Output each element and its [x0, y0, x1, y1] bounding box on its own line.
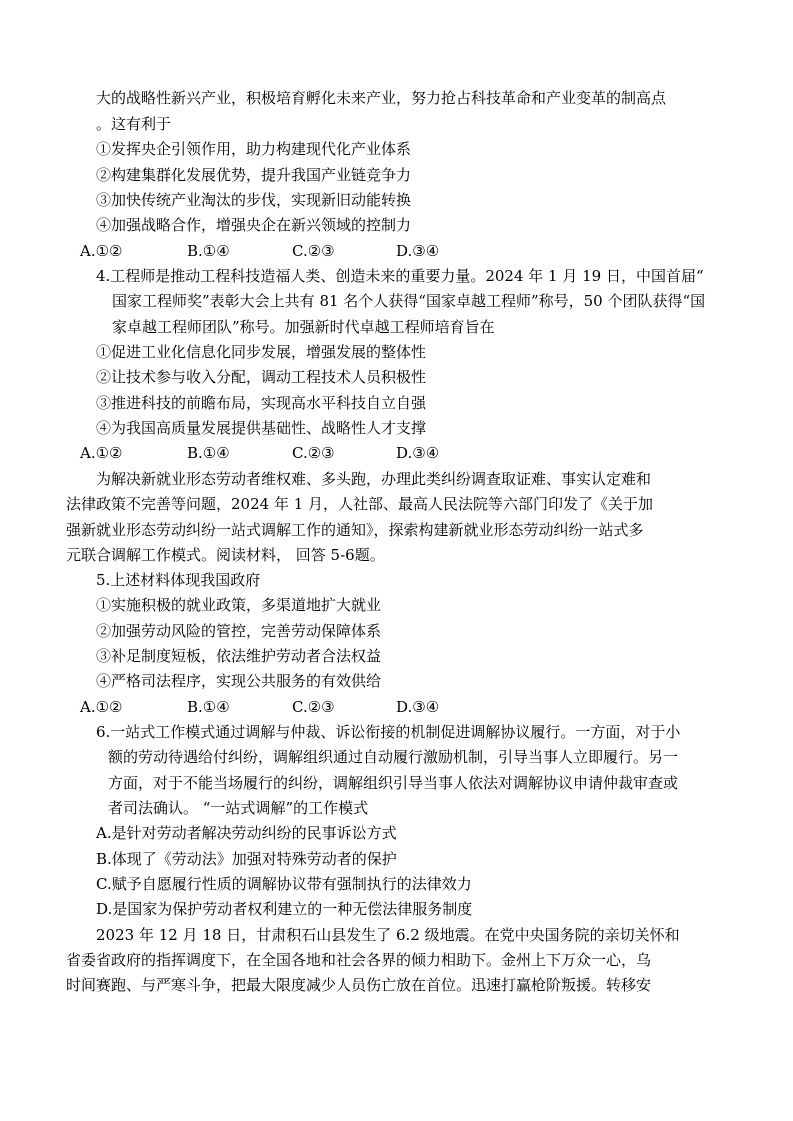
q5-option-a: A.①②	[80, 698, 123, 716]
q4-stem-line-1: 4.工程师是推动工程科技造福人类、创造未来的重要力量。2024 年 1 月 19 日，中国首届“	[96, 267, 704, 285]
q3-item-1: ①发挥央企引领作用，助力构建现代化产业体系	[96, 140, 412, 158]
tail-line-2: 省委省政府的指挥调度下，在全国各地和社会各界的倾力相助下。金州上下万众一心，乌	[66, 951, 652, 969]
q4-option-d: D.③④	[396, 444, 440, 462]
q5-item-3: ③补足制度短板，依法维护劳动者合法权益	[96, 647, 382, 665]
q3-item-2: ②构建集群化发展优势，提升我国产业链竞争力	[96, 166, 412, 184]
q3-stem-line-1: 大的战略性新兴产业，积极培育孵化未来产业，努力抢占科技革命和产业变革的制高点	[96, 89, 667, 107]
q6-stem-line-1: 6.一站式工作模式通过调解与仲裁、诉讼衔接的机制促进调解协议履行。一方面，对于小	[96, 723, 681, 741]
tail-line-3: 时间赛跑、与严寒斗争，把最大限度减少人员伤亡放在首位。迅速打赢枪阶叛援。转移安	[66, 976, 652, 994]
q5-item-4: ④严格司法程序，实现公共服务的有效供给	[96, 672, 382, 690]
q6-stem-line-2: 额的劳动待遇给付纠纷，调解组织通过自动履行激励机制，引导当事人立即履行。另一	[108, 748, 679, 766]
q4-option-c: C.②③	[292, 444, 335, 462]
tail-line-1: 2023 年 12 月 18 日，甘肃积石山县发生了 6.2 级地震。在党中央国务院的亲切关怀和	[96, 926, 680, 944]
q5-stem: 5.上述材料体现我国政府	[96, 571, 261, 589]
material-line-1: 为解决新就业形态劳动者维权难、多头跑，办理此类纠纷调查取证难、事实认定难和	[96, 470, 652, 488]
q5-option-d: D.③④	[396, 698, 440, 716]
q4-item-4: ④为我国高质量发展提供基础性、战略性人才支撑	[96, 419, 427, 437]
q6-choice-a: A.是针对劳动者解决劳动纠纷的民事诉讼方式	[96, 824, 397, 842]
q4-item-2: ②让技术参与收入分配，调动工程技术人员积极性	[96, 368, 427, 386]
q4-stem-line-2: 国家工程师奖”表彰大会上共有 81 名个人获得“国家卓越工程师”称号，50 个团队获得“国	[112, 292, 706, 310]
q6-stem-line-4: 者司法确认。 “一站式调解”的工作模式	[108, 799, 369, 817]
q4-option-a: A.①②	[80, 444, 123, 462]
q5-item-1: ①实施积极的就业政策，多渠道地扩大就业	[96, 596, 382, 614]
q6-stem-line-3: 方面，对于不能当场履行的纠纷，调解组织引导当事人依法对调解协议申请仲裁审查或	[108, 774, 679, 792]
q4-item-1: ①促进工业化信息化同步发展，增强发展的整体性	[96, 343, 427, 361]
q4-item-3: ③推进科技的前瞻布局，实现高水平科技自立自强	[96, 394, 427, 412]
material-line-4: 元联合调解工作模式。阅读材料， 回答 5-6题。	[66, 546, 385, 564]
q3-item-3: ③加快传统产业淘汰的步伐，实现新旧动能转换	[96, 191, 412, 209]
q6-choice-b: B.体现了《劳动法》加强对特殊劳动者的保护	[96, 850, 397, 868]
q3-option-b: B.①④	[187, 242, 230, 260]
q3-stem-line-2: 。这有利于	[96, 115, 172, 133]
q5-option-b: B.①④	[187, 698, 230, 716]
q4-option-b: B.①④	[187, 444, 230, 462]
q3-option-d: D.③④	[396, 242, 440, 260]
material-line-2: 法律政策不完善等问题，2024 年 1 月，人社部、最高人民法院等六部门印发了《关于加	[66, 495, 654, 513]
material-line-3: 强新就业形态劳动纠纷一站式调解工作的通知》，探索构建新就业形态劳动纠纷一站式多	[66, 521, 644, 539]
q3-option-a: A.①②	[80, 242, 123, 260]
q6-choice-d: D.是国家为保护劳动者权利建立的一种无偿法律服务制度	[96, 900, 473, 918]
q4-stem-line-3: 家卓越工程师团队”称号。加强新时代卓越工程师培育旨在	[112, 318, 495, 336]
q3-option-c: C.②③	[292, 242, 335, 260]
q3-item-4: ④加强战略合作，增强央企在新兴领域的控制力	[96, 216, 412, 234]
q6-choice-c: C.赋予自愿履行性质的调解协议带有强制执行的法律效力	[96, 875, 472, 893]
q5-item-2: ②加强劳动风险的管控，完善劳动保障体系	[96, 622, 382, 640]
q5-option-c: C.②③	[292, 698, 335, 716]
